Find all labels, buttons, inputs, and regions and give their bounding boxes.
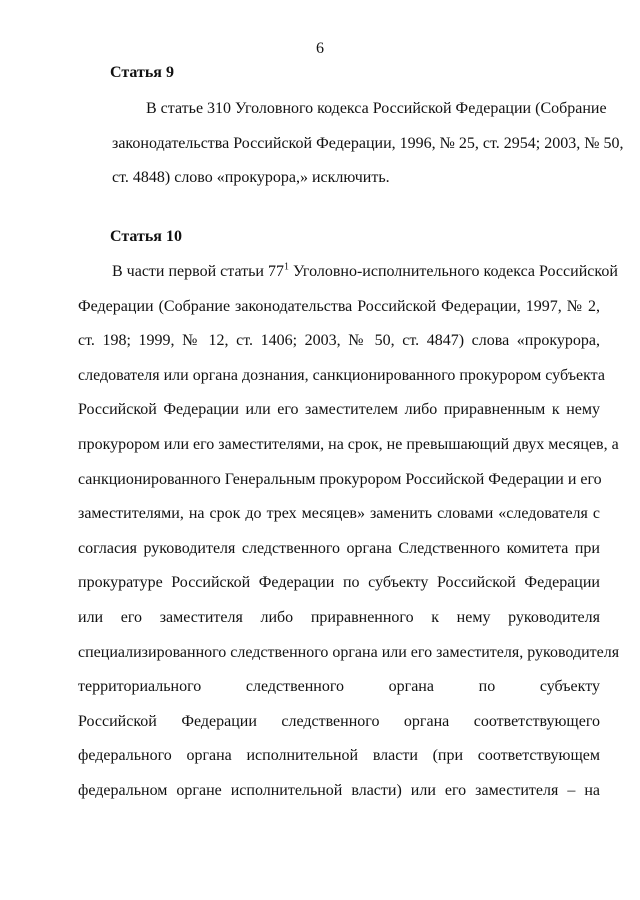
article-10-line: санкционированного Генеральным прокурором Российской Федерации и его [78,470,602,488]
article-9-line: В статье 310 Уголовного кодекса Российской Федерации (Собрание [146,100,607,117]
article-10-line-with-superscript [78,255,618,290]
article-10-line: ст. 198; 1999, № 12, ст. 1406; 2003, № 50, ст. 4847) слова «прокурора, [78,332,600,350]
page-number: 6 [316,40,324,57]
article-9-heading: Статья 9 [110,64,174,81]
article-10-line: или его заместителя либо приравненного к нему руководителя [78,608,600,626]
article-9-body [78,92,624,196]
article-10-line: согласия руководителя следственного органа Следственного комитета при [78,539,600,557]
article-10-line: прокурором или его заместителями, на срок, не превышающий двух месяцев, а [78,435,619,453]
article-10-line-start: В части первой статьи 77 [112,263,284,280]
article-10-line: специализированного следственного органа или его заместителя, руководителя [78,643,620,661]
article-number-superscript: 1 [283,261,289,273]
article-9-line: законодательства Российской Федерации, 1996, № 25, ст. 2954; 2003, № 50, [112,134,624,152]
article-10-line: следователя или органа дознания, санкционированного прокурором субъекта [78,366,605,384]
article-10-line: федерального органа исполнительной власти (при соответствующем [78,747,600,765]
article-10-line: федеральном органе исполнительной власти) или его заместителя – на [78,781,600,799]
article-10-line: Федерации (Собрание законодательства Российской Федерации, 1997, № 2, [78,297,600,315]
article-10-line: Российской Федерации или его заместителем либо приравненным к нему [78,401,600,419]
article-10-line: заместителями, на срок до трех месяцев» заменить словами «следователя с [78,505,600,523]
article-10-body [78,255,620,809]
article-10-line: прокуратуре Российской Федерации по субъекту Российской Федерации [78,574,600,592]
article-9-line: ст. 4848) слово «прокурора,» исключить. [112,169,390,187]
article-10-line: Российской Федерации следственного органа соответствующего [78,712,600,730]
article-10-line-end: Уголовно-исполнительного кодекса Российской [288,263,618,280]
article-10-heading: Статья 10 [110,228,182,245]
article-10-line: территориального следственного органа по субъекту [78,678,600,696]
